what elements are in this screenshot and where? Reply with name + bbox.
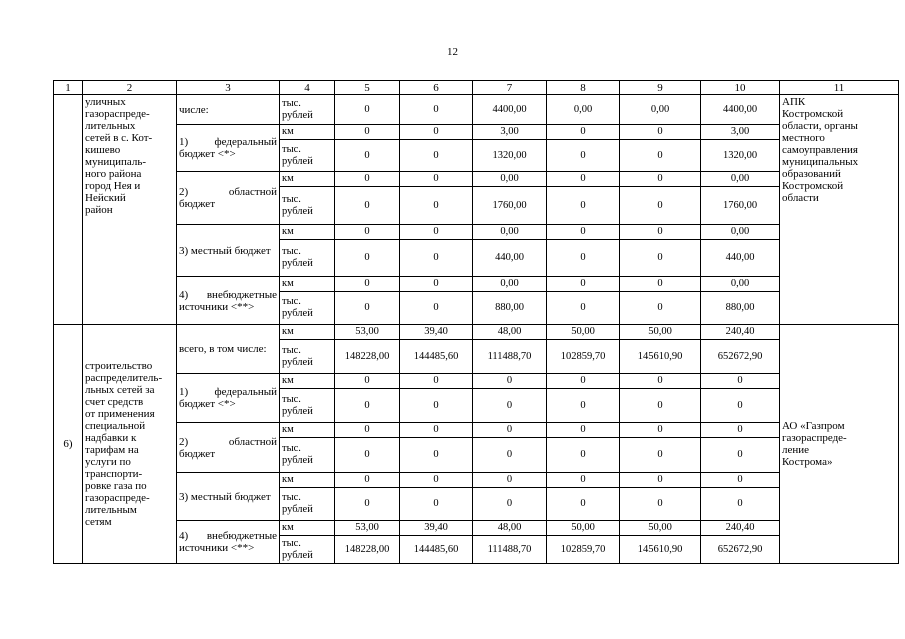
table-row xyxy=(54,325,899,340)
value-cell: 111488,70 xyxy=(473,340,547,374)
value-cell: 0 xyxy=(335,473,400,488)
funding-source-cell: 1) федеральный бюджет <*> xyxy=(177,374,280,423)
value-cell: 0 xyxy=(335,438,400,473)
value-cell: 652672,90 xyxy=(701,340,780,374)
value-cell: 1760,00 xyxy=(701,187,780,225)
unit-cell: тыс. рублей xyxy=(280,95,335,125)
value-cell: 48,00 xyxy=(473,325,547,340)
program-table xyxy=(53,80,899,564)
value-cell: 0 xyxy=(620,172,701,187)
value-cell: 144485,60 xyxy=(400,536,473,564)
value-cell: 240,40 xyxy=(701,521,780,536)
value-cell: 145610,90 xyxy=(620,340,701,374)
value-cell: 0 xyxy=(400,172,473,187)
value-cell: 0 xyxy=(400,374,473,389)
table-row xyxy=(54,172,899,187)
value-cell: 0 xyxy=(400,125,473,140)
value-cell: 4400,00 xyxy=(701,95,780,125)
text-line: льных сетей за xyxy=(85,384,155,396)
value-cell: 0,00 xyxy=(473,225,547,240)
value-cell: 0 xyxy=(620,389,701,423)
table-row xyxy=(54,125,899,140)
text-line: местного xyxy=(782,132,825,144)
value-cell: 0 xyxy=(620,140,701,172)
value-cell: 0 xyxy=(335,125,400,140)
value-cell: 0,00 xyxy=(473,277,547,292)
value-cell: 0,00 xyxy=(701,172,780,187)
value-cell: 50,00 xyxy=(547,521,620,536)
value-cell: 1760,00 xyxy=(473,187,547,225)
value-cell: 1320,00 xyxy=(701,140,780,172)
value-cell: 0 xyxy=(335,240,400,277)
value-cell: 0 xyxy=(547,488,620,521)
funding-source-cell: всего, в том числе: xyxy=(177,325,280,374)
value-cell: 0 xyxy=(701,374,780,389)
value-cell: 0 xyxy=(473,488,547,521)
value-cell: 880,00 xyxy=(473,292,547,325)
value-cell: 0 xyxy=(547,423,620,438)
value-cell: 3,00 xyxy=(473,125,547,140)
value-cell: 0 xyxy=(620,240,701,277)
value-cell: 0 xyxy=(620,423,701,438)
value-cell: 0 xyxy=(547,438,620,473)
value-cell: 148228,00 xyxy=(335,340,400,374)
row-number-cell: 6) xyxy=(54,325,83,564)
object-name-cell xyxy=(83,95,177,325)
funding-source-cell: 4) внебюджетные источники <**> xyxy=(177,521,280,564)
value-cell: 4400,00 xyxy=(473,95,547,125)
text-line: самоуправления xyxy=(782,144,858,156)
text-line: области xyxy=(782,192,819,204)
value-cell: 111488,70 xyxy=(473,536,547,564)
value-cell: 0,00 xyxy=(473,172,547,187)
value-cell: 0 xyxy=(400,473,473,488)
text-line: распределитель- xyxy=(85,372,163,384)
header-row xyxy=(54,81,899,95)
unit-cell: км xyxy=(280,125,335,140)
value-cell: 0 xyxy=(473,473,547,488)
text-line: лительным xyxy=(85,504,137,516)
text-line: Нейский xyxy=(85,192,126,204)
value-cell: 0 xyxy=(473,374,547,389)
funding-source-cell: числе: xyxy=(177,95,280,125)
value-cell: 0 xyxy=(620,277,701,292)
value-cell: 0 xyxy=(335,187,400,225)
value-cell: 0 xyxy=(400,488,473,521)
text-line: муниципальных xyxy=(782,156,859,168)
value-cell: 53,00 xyxy=(335,325,400,340)
text-line: уличных xyxy=(85,96,126,108)
unit-cell: тыс. рублей xyxy=(280,438,335,473)
value-cell: 440,00 xyxy=(701,240,780,277)
value-cell: 1320,00 xyxy=(473,140,547,172)
column-header-9: 9 xyxy=(620,81,701,95)
text-line: тарифам на xyxy=(85,444,139,456)
text-line: ровке газа по xyxy=(85,480,147,492)
text-line: услуги по xyxy=(85,456,131,468)
value-cell: 0 xyxy=(701,389,780,423)
unit-cell: тыс. рублей xyxy=(280,187,335,225)
column-header-1: 1 xyxy=(54,81,83,95)
funding-source-cell: 1) федеральный бюджет <*> xyxy=(177,125,280,172)
table-row xyxy=(54,473,899,488)
value-cell: 0 xyxy=(547,473,620,488)
value-cell: 0 xyxy=(701,488,780,521)
funding-source-cell: 4) внебюджетные источники <**> xyxy=(177,277,280,325)
value-cell: 0 xyxy=(620,438,701,473)
unit-cell: км xyxy=(280,172,335,187)
value-cell: 50,00 xyxy=(620,325,701,340)
text-line: город Нея и xyxy=(85,180,141,192)
value-cell: 0 xyxy=(547,277,620,292)
value-cell: 0 xyxy=(400,389,473,423)
text-line: кишево xyxy=(85,144,121,156)
value-cell: 0 xyxy=(335,172,400,187)
unit-cell: км xyxy=(280,277,335,292)
value-cell: 0 xyxy=(473,438,547,473)
executor-cell xyxy=(780,95,899,325)
value-cell: 880,00 xyxy=(701,292,780,325)
funding-source-cell: 3) местный бюджет xyxy=(177,473,280,521)
text-line: газораспреде- xyxy=(85,492,150,504)
text-line: район xyxy=(85,204,113,216)
table-row xyxy=(54,374,899,389)
value-cell: 0,00 xyxy=(547,95,620,125)
value-cell: 0 xyxy=(701,473,780,488)
text-line: лительных xyxy=(85,120,136,132)
value-cell: 144485,60 xyxy=(400,340,473,374)
value-cell: 0,00 xyxy=(701,225,780,240)
text-line: строительство xyxy=(85,360,153,372)
unit-cell: тыс. рублей xyxy=(280,536,335,564)
funding-source-cell: 3) местный бюджет xyxy=(177,225,280,277)
value-cell: 148228,00 xyxy=(335,536,400,564)
text-line: АПК xyxy=(782,96,806,108)
column-header-4: 4 xyxy=(280,81,335,95)
value-cell: 102859,70 xyxy=(547,536,620,564)
unit-cell: тыс. рублей xyxy=(280,240,335,277)
value-cell: 53,00 xyxy=(335,521,400,536)
column-header-11: 11 xyxy=(780,81,899,95)
value-cell: 240,40 xyxy=(701,325,780,340)
text-line: газораспреде- xyxy=(782,432,847,444)
value-cell: 0 xyxy=(620,125,701,140)
table-row xyxy=(54,225,899,240)
unit-cell: км xyxy=(280,325,335,340)
value-cell: 0 xyxy=(400,277,473,292)
unit-cell: тыс. рублей xyxy=(280,389,335,423)
value-cell: 0 xyxy=(335,140,400,172)
row-number-cell xyxy=(54,95,83,325)
value-cell: 3,00 xyxy=(701,125,780,140)
value-cell: 440,00 xyxy=(473,240,547,277)
value-cell: 0 xyxy=(335,423,400,438)
value-cell: 0 xyxy=(620,225,701,240)
unit-cell: тыс. рублей xyxy=(280,292,335,325)
column-header-7: 7 xyxy=(473,81,547,95)
value-cell: 0 xyxy=(335,225,400,240)
text-line: Костромской xyxy=(782,108,844,120)
value-cell: 0 xyxy=(620,187,701,225)
value-cell: 0 xyxy=(547,172,620,187)
column-header-5: 5 xyxy=(335,81,400,95)
column-header-6: 6 xyxy=(400,81,473,95)
column-header-8: 8 xyxy=(547,81,620,95)
unit-cell: км xyxy=(280,423,335,438)
value-cell: 39,40 xyxy=(400,325,473,340)
unit-cell: км xyxy=(280,473,335,488)
table-row xyxy=(54,95,899,125)
value-cell: 0 xyxy=(547,374,620,389)
value-cell: 0 xyxy=(473,389,547,423)
value-cell: 0 xyxy=(400,240,473,277)
value-cell: 0,00 xyxy=(701,277,780,292)
value-cell: 39,40 xyxy=(400,521,473,536)
value-cell: 0 xyxy=(400,187,473,225)
value-cell: 102859,70 xyxy=(547,340,620,374)
table-row xyxy=(54,521,899,536)
value-cell: 0 xyxy=(620,292,701,325)
value-cell: 0 xyxy=(701,423,780,438)
value-cell: 0 xyxy=(547,240,620,277)
text-line: муниципаль- xyxy=(85,156,147,168)
table-row xyxy=(54,277,899,292)
object-name-cell xyxy=(83,325,177,564)
column-header-3: 3 xyxy=(177,81,280,95)
value-cell: 652672,90 xyxy=(701,536,780,564)
text-line: транспорти- xyxy=(85,468,143,480)
value-cell: 0 xyxy=(335,374,400,389)
text-line: надбавки к xyxy=(85,432,137,444)
value-cell: 50,00 xyxy=(547,325,620,340)
text-line: от применения xyxy=(85,408,155,420)
value-cell: 0 xyxy=(547,125,620,140)
column-header-2: 2 xyxy=(83,81,177,95)
value-cell: 0,00 xyxy=(620,95,701,125)
funding-source-cell: 2) областной бюджет xyxy=(177,423,280,473)
unit-cell: км xyxy=(280,225,335,240)
text-line: счет средств xyxy=(85,396,144,408)
text-line: образований xyxy=(782,168,841,180)
value-cell: 0 xyxy=(400,292,473,325)
executor-cell xyxy=(780,325,899,564)
unit-cell: км xyxy=(280,374,335,389)
value-cell: 0 xyxy=(701,438,780,473)
value-cell: 0 xyxy=(335,292,400,325)
value-cell: 48,00 xyxy=(473,521,547,536)
text-line: ного района xyxy=(85,168,142,180)
text-line: ление xyxy=(782,444,810,456)
value-cell: 50,00 xyxy=(620,521,701,536)
value-cell: 0 xyxy=(335,277,400,292)
value-cell: 145610,90 xyxy=(620,536,701,564)
value-cell: 0 xyxy=(400,423,473,438)
text-line: Кострома» xyxy=(782,456,833,468)
table-row xyxy=(54,423,899,438)
value-cell: 0 xyxy=(400,225,473,240)
value-cell: 0 xyxy=(400,95,473,125)
unit-cell: км xyxy=(280,521,335,536)
column-header-10: 10 xyxy=(701,81,780,95)
value-cell: 0 xyxy=(400,438,473,473)
value-cell: 0 xyxy=(547,389,620,423)
value-cell: 0 xyxy=(547,187,620,225)
text-line: АО «Газпром xyxy=(782,420,845,432)
unit-cell: тыс. рублей xyxy=(280,140,335,172)
page-number: 12 xyxy=(447,46,458,58)
value-cell: 0 xyxy=(620,488,701,521)
text-line: области, органы xyxy=(782,120,858,132)
text-line: специальной xyxy=(85,420,146,432)
value-cell: 0 xyxy=(547,140,620,172)
text-line: сетям xyxy=(85,516,112,528)
value-cell: 0 xyxy=(400,140,473,172)
value-cell: 0 xyxy=(547,225,620,240)
text-line: Костромской xyxy=(782,180,844,192)
text-line: сетей в с. Кот- xyxy=(85,132,153,144)
value-cell: 0 xyxy=(620,374,701,389)
value-cell: 0 xyxy=(335,488,400,521)
value-cell: 0 xyxy=(335,95,400,125)
value-cell: 0 xyxy=(620,473,701,488)
funding-source-cell: 2) областной бюджет xyxy=(177,172,280,225)
unit-cell: тыс. рублей xyxy=(280,488,335,521)
unit-cell: тыс. рублей xyxy=(280,340,335,374)
text-line: газораспреде- xyxy=(85,108,150,120)
value-cell: 0 xyxy=(547,292,620,325)
value-cell: 0 xyxy=(335,389,400,423)
value-cell: 0 xyxy=(473,423,547,438)
